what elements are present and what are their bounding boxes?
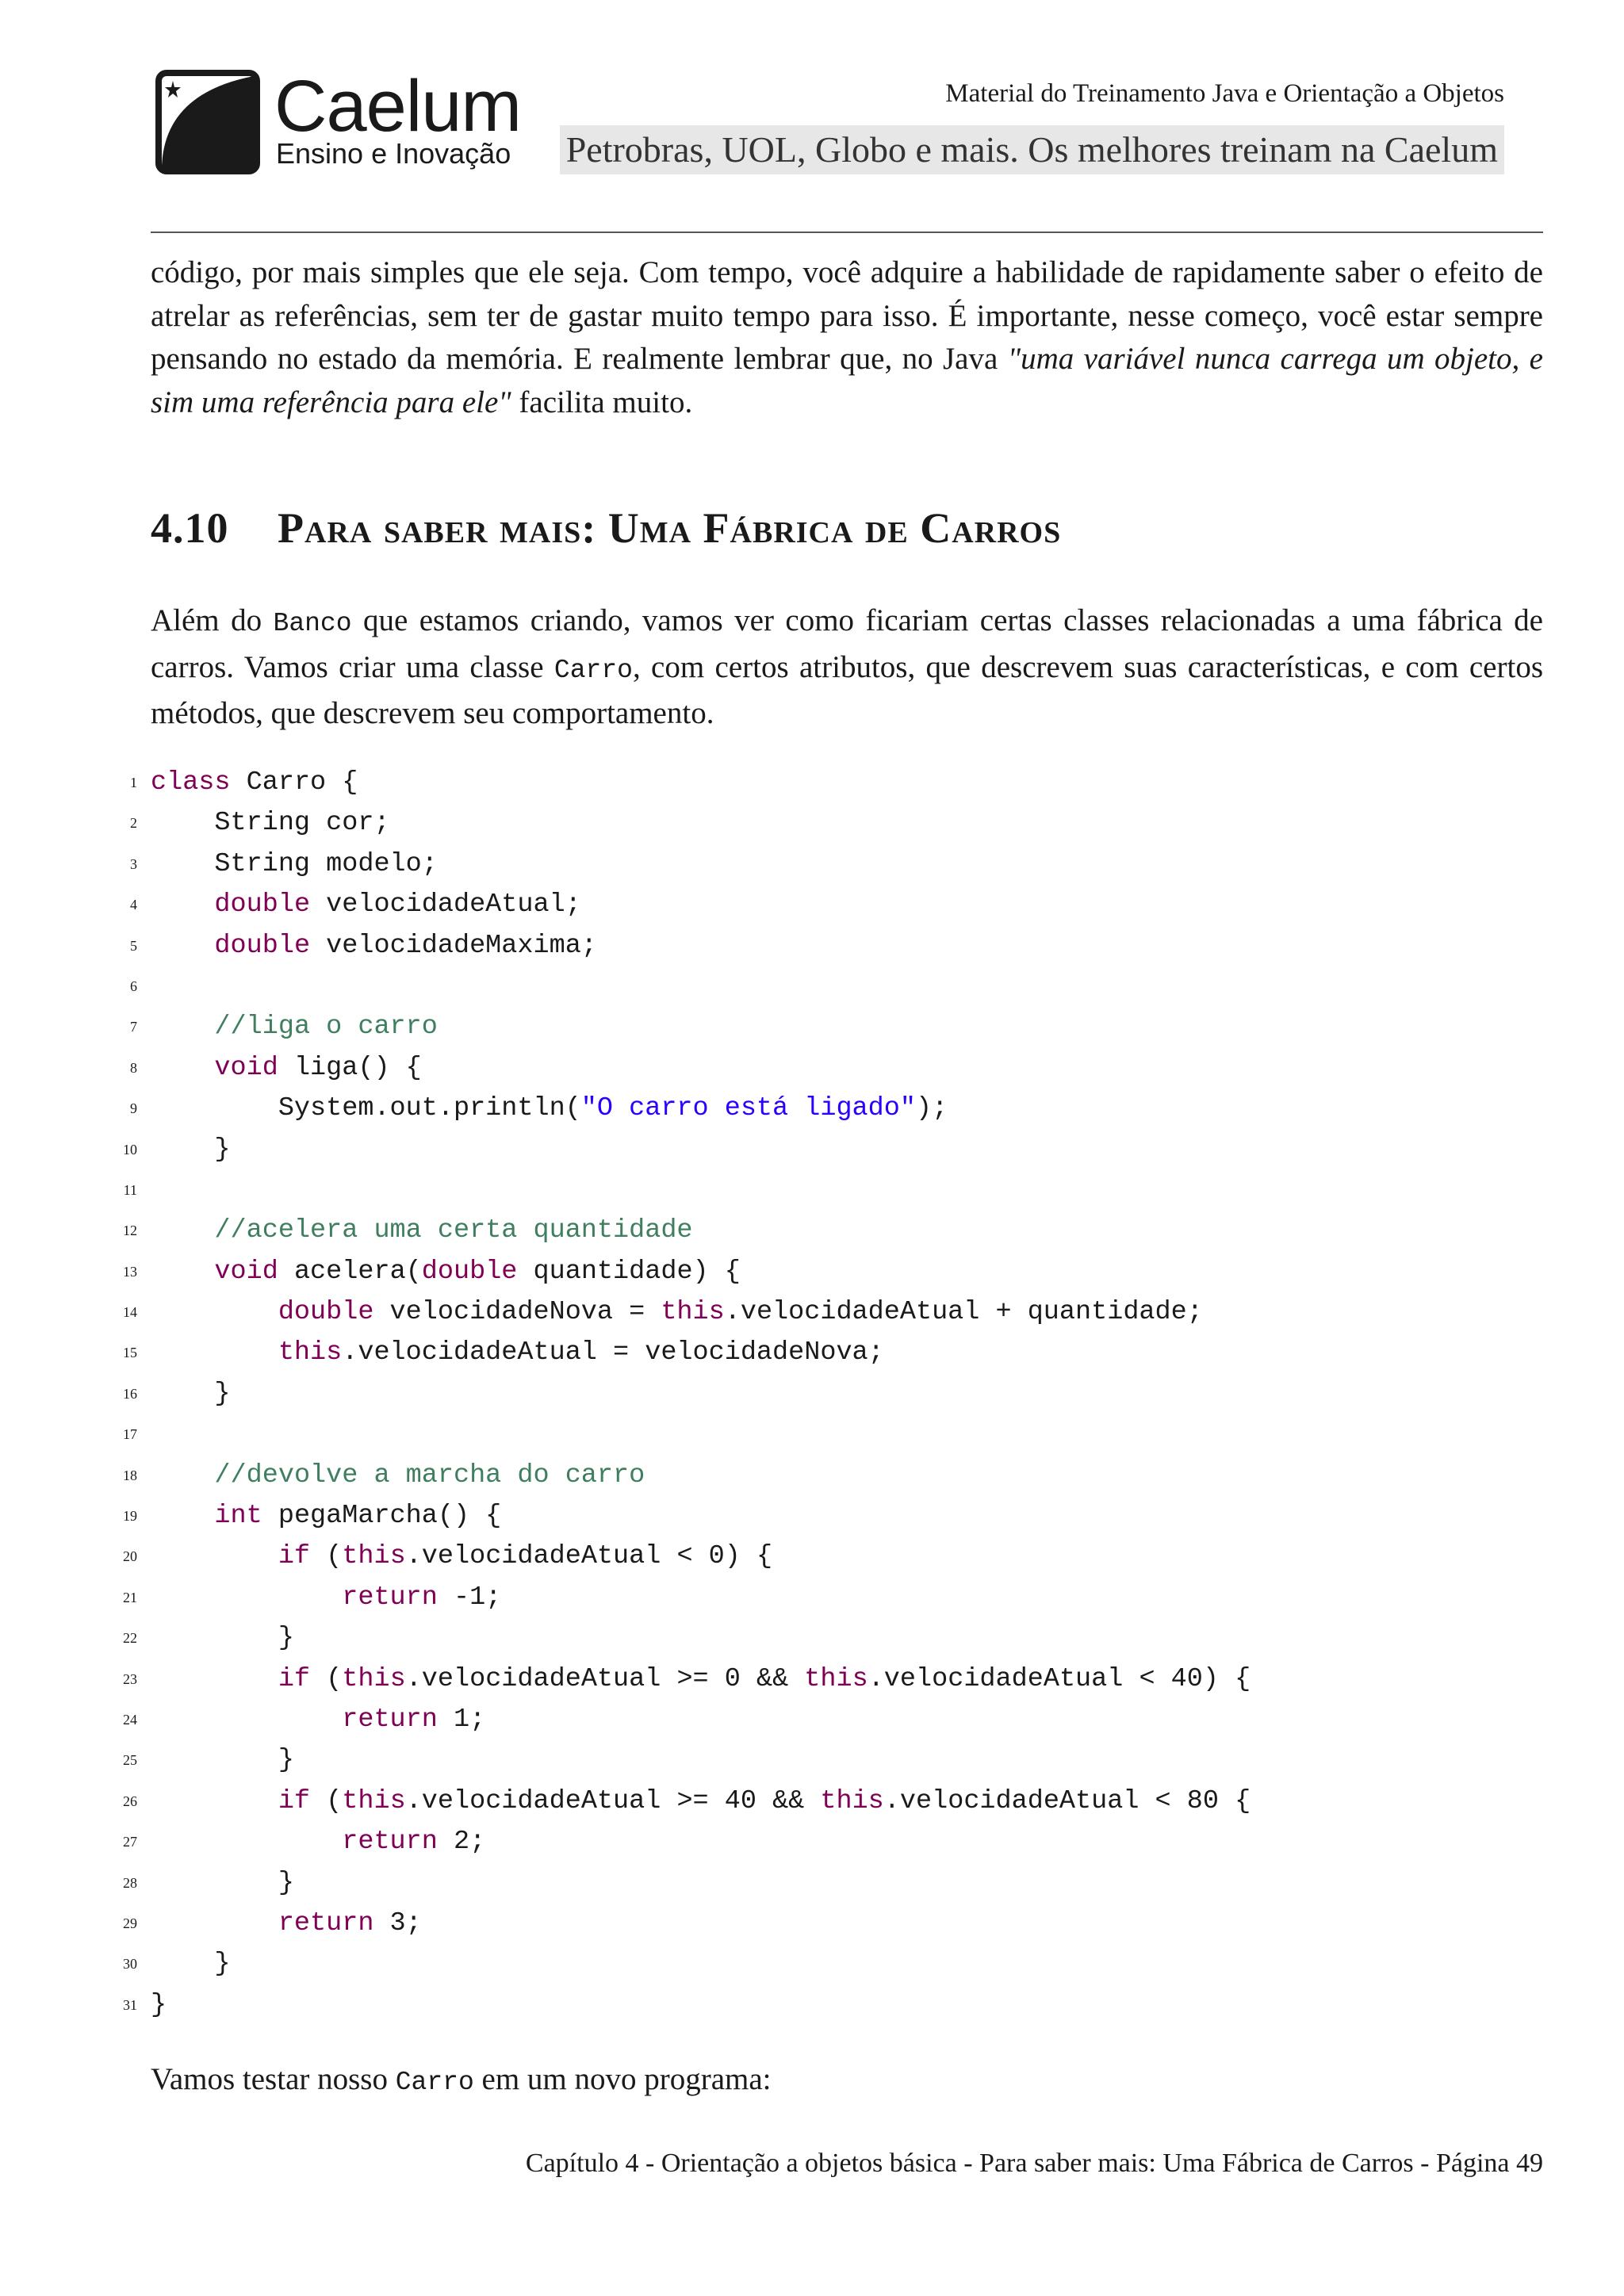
code-keyword: this — [820, 1785, 884, 1816]
code-line — [119, 763, 1546, 803]
code-line — [119, 1456, 1546, 1496]
code-keyword: if — [278, 1663, 311, 1694]
code-text: .velocidadeAtual >= 40 && — [405, 1785, 821, 1816]
code-keyword: return — [342, 1827, 438, 1858]
inline-code-banco: Banco — [273, 609, 352, 638]
code-line-number: 14 — [123, 1304, 137, 1321]
code-keyword: double — [421, 1256, 518, 1287]
code-keyword: void — [214, 1256, 278, 1287]
code-text — [151, 1337, 278, 1368]
code-line-content — [151, 1944, 231, 1984]
code-line-number: 8 — [130, 1059, 137, 1076]
code-line-content — [151, 763, 358, 803]
code-string: "O carro está ligado" — [580, 1093, 916, 1124]
code-comment: //devolve a marcha do carro — [214, 1460, 645, 1490]
closing-text-1: Vamos testar nosso — [151, 2062, 396, 2096]
code-keyword: return — [342, 1582, 438, 1613]
code-keyword: int — [214, 1501, 262, 1532]
header-subtitle: Material do Treinamento Java e Orientação a Objetos — [945, 79, 1504, 108]
code-line-number: 3 — [130, 855, 137, 872]
code-keyword: return — [342, 1704, 438, 1735]
code-line — [119, 1374, 1546, 1414]
code-text: 2; — [437, 1827, 486, 1858]
code-keyword: double — [278, 1297, 374, 1328]
body-text-3: , com certos atributos, que descrevem suas características, e com certos métodos, que descrevem seu comportamento. — [151, 649, 1543, 730]
code-text: } — [151, 1989, 167, 2020]
caelum-logo-mark-icon — [155, 70, 260, 174]
code-keyword: void — [214, 1052, 278, 1083]
code-line — [119, 1822, 1546, 1862]
code-line-content — [151, 1130, 231, 1170]
code-text: quantidade) { — [517, 1256, 741, 1287]
body-text-2: que estamos criando, vamos ver como ficariam certas classes relacionadas a uma fábrica de carros. Vamos criar uma classe — [151, 603, 1543, 684]
code-line-number: 28 — [123, 1874, 137, 1891]
code-line — [119, 803, 1546, 844]
code-keyword: return — [278, 1908, 374, 1938]
code-line-content — [151, 1700, 485, 1740]
inline-code-carro-2: Carro — [395, 2068, 474, 2097]
intro-text-end: facilita muito. — [511, 385, 693, 419]
code-text: } — [151, 1134, 231, 1165]
code-line-number: 11 — [123, 1181, 137, 1198]
code-line — [119, 1904, 1546, 1944]
code-line-number: 18 — [123, 1467, 137, 1483]
code-line-number: 21 — [123, 1589, 137, 1605]
code-text: ); — [915, 1093, 948, 1124]
code-line-number: 7 — [130, 1019, 137, 1035]
code-line-number: 19 — [123, 1508, 137, 1525]
code-line — [119, 1211, 1546, 1251]
code-text: String modelo; — [151, 848, 438, 879]
code-line-content — [151, 1456, 645, 1496]
section-heading — [151, 503, 1061, 553]
code-text: 1; — [437, 1704, 486, 1735]
code-line-content — [151, 803, 390, 844]
code-line-number: 5 — [130, 937, 137, 954]
code-line-content — [151, 1618, 294, 1659]
code-text — [151, 1257, 214, 1287]
code-line-content — [151, 1211, 693, 1251]
code-keyword: this — [278, 1337, 343, 1368]
code-line-content — [151, 1985, 167, 2026]
code-text: } — [151, 1623, 294, 1654]
code-line — [119, 1414, 1546, 1455]
code-text: Carro { — [230, 767, 358, 798]
code-line-content — [151, 1904, 422, 1944]
code-text — [151, 931, 214, 961]
code-line-number: 20 — [123, 1548, 137, 1565]
code-text — [151, 1582, 342, 1613]
code-line — [119, 1496, 1546, 1536]
caelum-logo — [155, 66, 522, 174]
code-text — [151, 1705, 342, 1735]
code-comment: //liga o carro — [214, 1012, 438, 1043]
code-line — [119, 1740, 1546, 1781]
code-keyword: this — [661, 1297, 725, 1328]
code-text: pegaMarcha() { — [262, 1501, 502, 1532]
code-text — [151, 1541, 278, 1571]
closing-text-2: em um novo programa: — [473, 2062, 772, 2096]
code-line-number: 16 — [123, 1385, 137, 1402]
code-line-content — [151, 1048, 422, 1089]
code-text — [151, 1786, 278, 1816]
code-text: velocidadeMaxima; — [310, 930, 597, 961]
code-line — [119, 1292, 1546, 1333]
section-title: Para saber mais: Uma Fábrica de Carros — [278, 504, 1062, 552]
code-line-content — [151, 1578, 501, 1618]
intro-emphasis-quote: "uma variável nunca carrega um objeto, e sim uma referência para ele" — [151, 342, 1543, 419]
code-text: .velocidadeAtual < 0) { — [405, 1541, 773, 1572]
code-line — [119, 1333, 1546, 1373]
code-line-number: 6 — [130, 978, 137, 994]
code-text: .velocidadeAtual < 40) { — [868, 1663, 1251, 1694]
code-text: .velocidadeAtual = velocidadeNova; — [342, 1337, 884, 1368]
code-text: } — [151, 1378, 231, 1409]
code-line-number: 12 — [123, 1223, 137, 1239]
closing-paragraph — [151, 2058, 1543, 2105]
code-line — [119, 1781, 1546, 1822]
code-line-content — [151, 1374, 231, 1414]
code-line-content — [151, 1252, 741, 1292]
intro-text-start: código, por mais simples que ele seja. Com tempo, você adquire a habilidade de rapidamente saber o efeito de atrelar as referências, sem ter de gastar muito tempo para isso. É importante, nesse começo, você estar sempre pensando no estado da memória. E realmente lembrar que, no Java — [151, 255, 1543, 376]
code-line-number: 15 — [123, 1345, 137, 1361]
code-keyword: if — [278, 1541, 311, 1572]
code-line-number: 24 — [123, 1711, 137, 1728]
code-line — [119, 1089, 1546, 1129]
code-line-content — [151, 1536, 772, 1577]
code-line-number: 13 — [123, 1263, 137, 1280]
code-line — [119, 926, 1546, 966]
code-line-number: 30 — [123, 1956, 137, 1973]
logo-brand-name: Caelum — [274, 66, 522, 147]
code-line-content — [151, 844, 438, 885]
code-line-number: 2 — [130, 815, 137, 832]
code-keyword: if — [278, 1785, 311, 1816]
code-text: velocidadeNova = — [373, 1297, 661, 1328]
code-line-number: 4 — [130, 897, 137, 913]
code-line — [119, 1007, 1546, 1047]
code-line — [119, 1578, 1546, 1618]
code-keyword: double — [214, 930, 311, 961]
code-line — [119, 1048, 1546, 1089]
code-line — [119, 1985, 1546, 2026]
code-text: ( — [310, 1541, 343, 1572]
code-line-number: 23 — [123, 1670, 137, 1687]
code-text — [151, 1012, 214, 1042]
code-line-content — [151, 1740, 294, 1781]
code-text — [151, 1664, 278, 1694]
code-line — [119, 966, 1546, 1007]
code-text: } — [151, 1949, 231, 1980]
code-line — [119, 1252, 1546, 1292]
code-line-number: 26 — [123, 1793, 137, 1809]
code-listing — [119, 763, 1546, 2026]
code-line-content — [151, 885, 581, 925]
inline-code-carro: Carro — [553, 655, 633, 685]
code-line — [119, 1659, 1546, 1700]
code-text — [151, 1460, 214, 1490]
code-keyword: this — [804, 1663, 868, 1694]
code-line — [119, 1700, 1546, 1740]
code-text: -1; — [437, 1582, 502, 1613]
body-text-1: Além do — [151, 603, 274, 637]
code-text: 3; — [373, 1908, 422, 1938]
code-line-content — [151, 1496, 501, 1536]
code-line — [119, 1618, 1546, 1659]
header-divider — [151, 232, 1543, 233]
body-paragraph — [151, 599, 1543, 736]
code-line — [119, 844, 1546, 885]
intro-paragraph — [151, 251, 1543, 424]
code-text: .velocidadeAtual < 80 { — [883, 1785, 1251, 1816]
code-text — [151, 1297, 278, 1327]
code-line-content — [151, 1863, 294, 1904]
code-text: } — [151, 1867, 294, 1898]
code-line-number: 17 — [123, 1426, 137, 1443]
code-text: ( — [310, 1663, 343, 1694]
code-keyword: this — [342, 1785, 406, 1816]
code-text: ( — [310, 1785, 343, 1816]
code-keyword: this — [342, 1541, 406, 1572]
code-text — [151, 890, 214, 920]
code-comment: //acelera uma certa quantidade — [214, 1215, 693, 1246]
code-line-content — [151, 1659, 1251, 1700]
code-line-content — [151, 1292, 1203, 1333]
code-line-number: 31 — [123, 1996, 137, 2013]
code-text: } — [151, 1745, 294, 1776]
code-text: System.out.println( — [151, 1093, 581, 1124]
code-keyword: class — [151, 767, 231, 798]
code-text: velocidadeAtual; — [310, 890, 581, 920]
code-line-number: 22 — [123, 1630, 137, 1647]
code-line-number: 29 — [123, 1915, 137, 1931]
code-text — [151, 1501, 214, 1531]
logo-tagline: Ensino e Inovação — [276, 137, 511, 170]
code-line-content — [151, 1822, 485, 1862]
code-text: .velocidadeAtual >= 0 && — [405, 1663, 805, 1694]
code-line-number: 10 — [123, 1141, 137, 1158]
code-line — [119, 1536, 1546, 1577]
code-text — [151, 1827, 342, 1857]
code-line-number: 9 — [130, 1100, 137, 1117]
section-number: 4.10 — [151, 504, 229, 552]
header-banner: Petrobras, UOL, Globo e mais. Os melhores treinam na Caelum — [560, 125, 1504, 174]
code-line-content — [151, 1781, 1251, 1822]
code-line-content — [151, 1333, 884, 1373]
code-line-content — [151, 926, 597, 966]
code-line — [119, 1170, 1546, 1211]
code-line — [119, 1944, 1546, 1984]
code-line — [119, 885, 1546, 925]
code-text: acelera( — [278, 1256, 422, 1287]
code-line-content — [151, 1007, 438, 1047]
code-keyword: this — [342, 1663, 406, 1694]
code-line-number: 27 — [123, 1834, 137, 1850]
code-line-number: 1 — [130, 775, 137, 790]
code-keyword: double — [214, 890, 311, 920]
page-footer: Capítulo 4 - Orientação a objetos básica - Para saber mais: Uma Fábrica de Carros - Página 49 — [525, 2149, 1543, 2178]
code-line — [119, 1130, 1546, 1170]
code-line-content — [151, 1089, 948, 1129]
code-text: .velocidadeAtual + quantidade; — [724, 1297, 1203, 1328]
code-line-number: 25 — [123, 1752, 137, 1769]
code-text — [151, 1908, 278, 1938]
code-text: String cor; — [151, 808, 390, 839]
code-text — [151, 1215, 214, 1246]
code-line — [119, 1863, 1546, 1904]
code-text: liga() { — [278, 1052, 422, 1083]
code-text — [151, 1053, 214, 1083]
